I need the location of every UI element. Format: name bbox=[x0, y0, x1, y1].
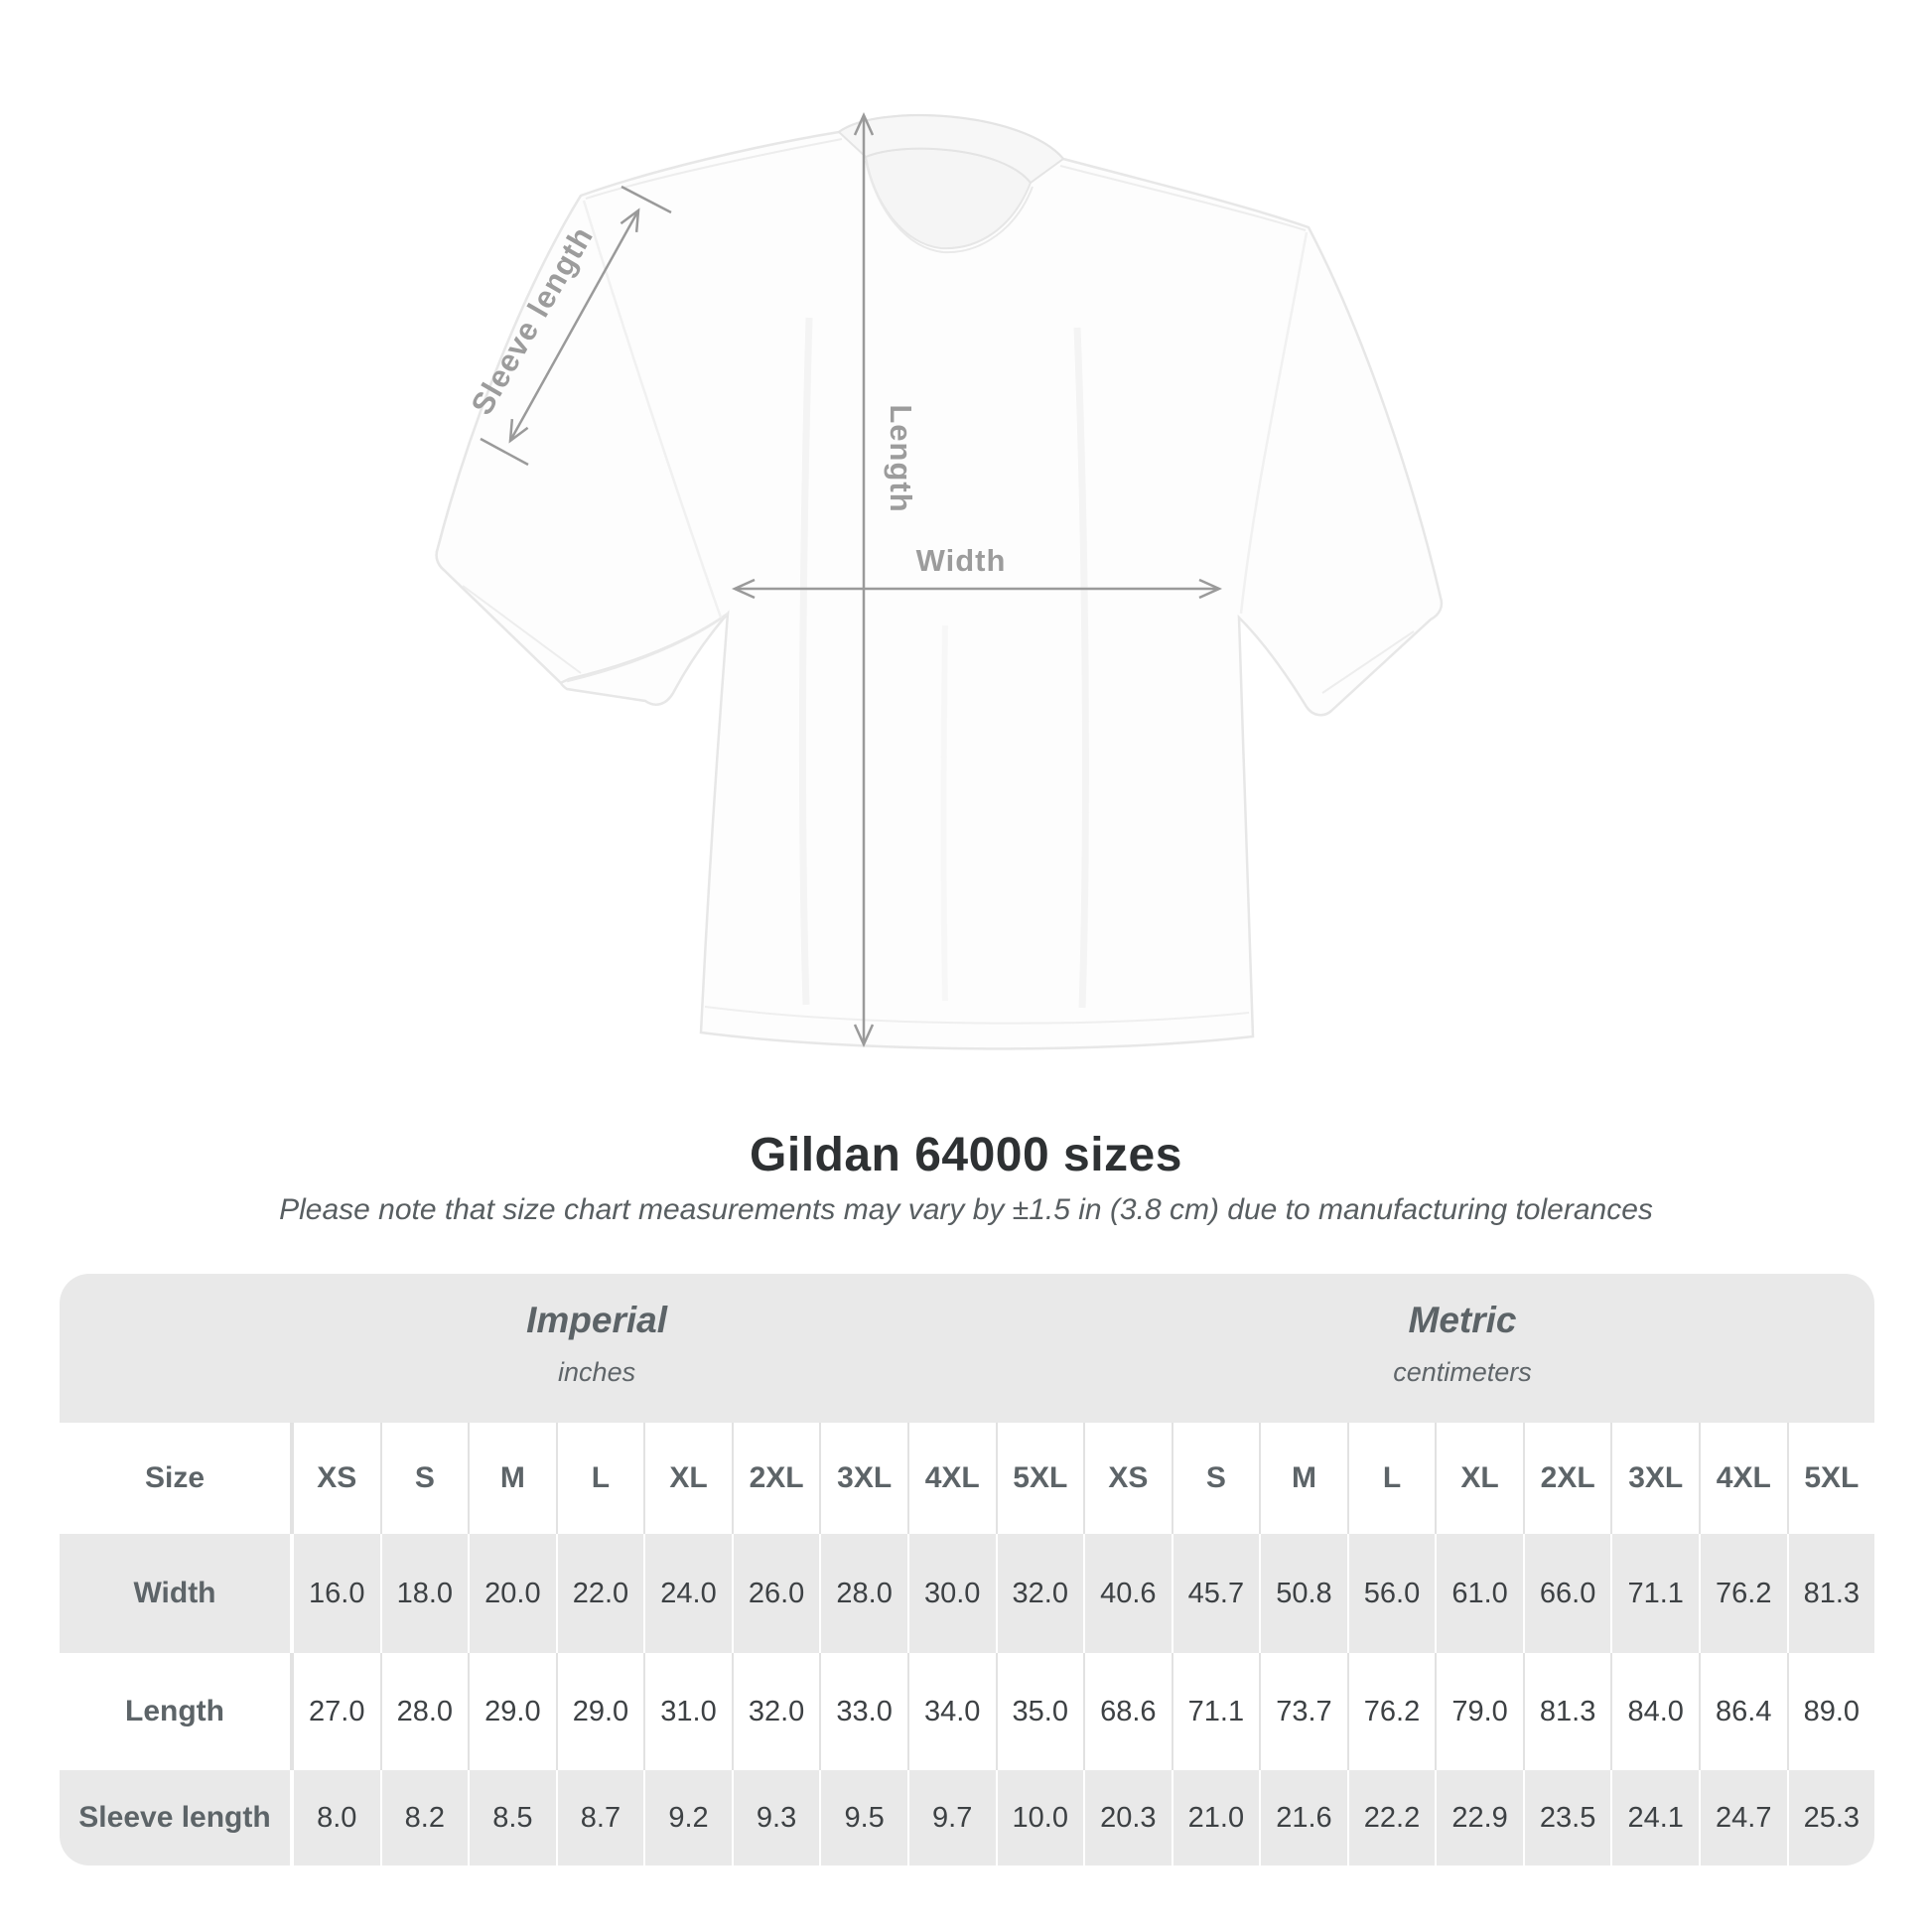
unit-header-row bbox=[60, 1274, 1874, 1423]
metric-unit: centimeters bbox=[1393, 1357, 1532, 1387]
table-cell: 22.2 bbox=[1347, 1770, 1436, 1865]
table-cell: 25.3 bbox=[1787, 1770, 1874, 1865]
table-cell: 66.0 bbox=[1523, 1534, 1611, 1653]
table-cell: 9.2 bbox=[643, 1770, 732, 1865]
table-cell: 81.3 bbox=[1787, 1534, 1874, 1653]
table-cell: 10.0 bbox=[996, 1770, 1084, 1865]
table-cell: 31.0 bbox=[643, 1653, 732, 1770]
size-header-cell: 3XL bbox=[1610, 1423, 1699, 1534]
table-cell: 35.0 bbox=[996, 1653, 1084, 1770]
size-header-cell: 4XL bbox=[1699, 1423, 1787, 1534]
table-cell: 16.0 bbox=[290, 1534, 380, 1653]
table-cell: 24.0 bbox=[643, 1534, 732, 1653]
size-header-cell: 2XL bbox=[1523, 1423, 1611, 1534]
imperial-unit: inches bbox=[558, 1357, 636, 1387]
table-cell: 18.0 bbox=[380, 1534, 469, 1653]
table-cell: 24.1 bbox=[1610, 1770, 1699, 1865]
size-header-cell: S bbox=[1172, 1423, 1260, 1534]
table-cell: 26.0 bbox=[732, 1534, 820, 1653]
size-header-cell: 5XL bbox=[996, 1423, 1084, 1534]
metric-label: Metric bbox=[1408, 1300, 1517, 1340]
size-header-cell: 5XL bbox=[1787, 1423, 1874, 1534]
row-label: Width bbox=[133, 1577, 216, 1609]
table-cell: 23.5 bbox=[1523, 1770, 1611, 1865]
table-cell: 21.0 bbox=[1172, 1770, 1260, 1865]
table-cell: 68.6 bbox=[1083, 1653, 1172, 1770]
size-header-cell: 2XL bbox=[732, 1423, 820, 1534]
size-header-row bbox=[60, 1423, 1874, 1534]
size-header-cell: S bbox=[380, 1423, 469, 1534]
width-label: Width bbox=[915, 543, 1007, 578]
page-title: Gildan 64000 sizes bbox=[750, 1129, 1182, 1181]
imperial-unit-group bbox=[526, 1300, 667, 1388]
table-cell: 45.7 bbox=[1172, 1534, 1260, 1653]
row-label: Sleeve length bbox=[78, 1801, 271, 1834]
table-cell: 22.0 bbox=[556, 1534, 644, 1653]
table-cell: 34.0 bbox=[907, 1653, 996, 1770]
size-header-cell: 4XL bbox=[907, 1423, 996, 1534]
table-cell: 24.7 bbox=[1699, 1770, 1787, 1865]
size-header-cell: M bbox=[1259, 1423, 1347, 1534]
metric-unit-group bbox=[1393, 1300, 1532, 1388]
table-cell: 89.0 bbox=[1787, 1653, 1874, 1770]
table-cell: 22.9 bbox=[1435, 1770, 1523, 1865]
table-cell: 8.5 bbox=[468, 1770, 556, 1865]
table-cell: 8.2 bbox=[380, 1770, 469, 1865]
size-header-cell: 3XL bbox=[819, 1423, 907, 1534]
size-header-cell: XL bbox=[1435, 1423, 1523, 1534]
row-label: Length bbox=[125, 1695, 224, 1727]
table-cell: 76.2 bbox=[1699, 1534, 1787, 1653]
size-header-cell: XL bbox=[643, 1423, 732, 1534]
table-cell: 28.0 bbox=[819, 1534, 907, 1653]
size-column-header: Size bbox=[144, 1461, 206, 1494]
table-cell: 8.7 bbox=[556, 1770, 644, 1865]
table-cell: 40.6 bbox=[1083, 1534, 1172, 1653]
table-cell: 33.0 bbox=[819, 1653, 907, 1770]
table-cell: 27.0 bbox=[290, 1653, 380, 1770]
page-subtitle: Please note that size chart measurements may vary by ±1.5 in (3.8 cm) due to manufacturing tolerances bbox=[279, 1193, 1653, 1226]
table-cell: 76.2 bbox=[1347, 1653, 1436, 1770]
table-cell: 32.0 bbox=[732, 1653, 820, 1770]
table-cell: 56.0 bbox=[1347, 1534, 1436, 1653]
table-cell: 29.0 bbox=[556, 1653, 644, 1770]
table-cell: 30.0 bbox=[907, 1534, 996, 1653]
table-cell: 32.0 bbox=[996, 1534, 1084, 1653]
length-row bbox=[60, 1653, 1874, 1770]
table-cell: 84.0 bbox=[1610, 1653, 1699, 1770]
table-cell: 86.4 bbox=[1699, 1653, 1787, 1770]
table-cell: 9.7 bbox=[907, 1770, 996, 1865]
table-cell: 8.0 bbox=[290, 1770, 380, 1865]
table-cell: 79.0 bbox=[1435, 1653, 1523, 1770]
table-cell: 20.0 bbox=[468, 1534, 556, 1653]
size-table bbox=[60, 1274, 1874, 1865]
table-cell: 20.3 bbox=[1083, 1770, 1172, 1865]
table-cell: 21.6 bbox=[1259, 1770, 1347, 1865]
table-cell: 71.1 bbox=[1172, 1653, 1260, 1770]
table-cell: 9.3 bbox=[732, 1770, 820, 1865]
sleeve-length-label: Sleeve length bbox=[464, 219, 601, 421]
size-header-cell: XS bbox=[1083, 1423, 1172, 1534]
table-cell: 29.0 bbox=[468, 1653, 556, 1770]
table-cell: 81.3 bbox=[1523, 1653, 1611, 1770]
size-header-cell: XS bbox=[290, 1423, 380, 1534]
imperial-label: Imperial bbox=[526, 1300, 668, 1340]
size-header-cell: M bbox=[468, 1423, 556, 1534]
size-header-cell: L bbox=[1347, 1423, 1436, 1534]
width-row bbox=[60, 1534, 1874, 1653]
sleeve-length-row bbox=[60, 1770, 1874, 1865]
table-cell: 71.1 bbox=[1610, 1534, 1699, 1653]
size-header-cell: L bbox=[556, 1423, 644, 1534]
table-cell: 50.8 bbox=[1259, 1534, 1347, 1653]
table-cell: 28.0 bbox=[380, 1653, 469, 1770]
table-cell: 73.7 bbox=[1259, 1653, 1347, 1770]
table-cell: 61.0 bbox=[1435, 1534, 1523, 1653]
table-cell: 9.5 bbox=[819, 1770, 907, 1865]
length-label: Length bbox=[884, 404, 918, 513]
